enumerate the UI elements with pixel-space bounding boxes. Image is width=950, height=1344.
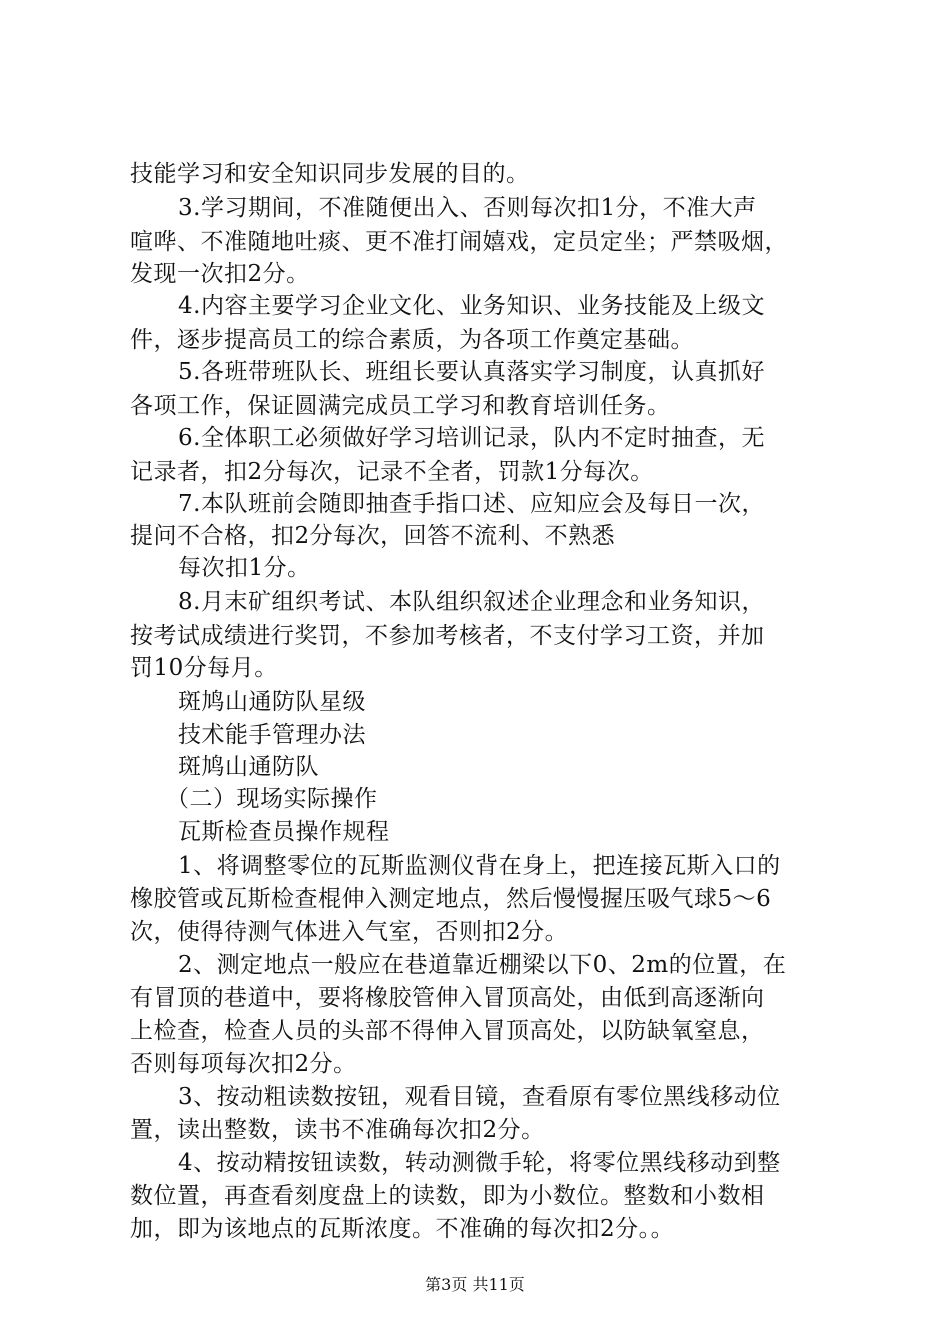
body-line: 各项工作，保证圆满完成员工学习和教育培训任务。 [130, 393, 671, 419]
body-line: 数位置，再查看刻度盘上的读数，即为小数位。整数和小数相 [130, 1183, 765, 1209]
body-line: 1、将调整零位的瓦斯监测仪背在身上，把连接瓦斯入口的 [178, 853, 781, 879]
body-line: 3、按动粗读数按钮，观看目镜，查看原有零位黑线移动位 [178, 1084, 781, 1110]
body-line: 2、测定地点一般应在巷道靠近棚梁以下0、2m的位置，在 [178, 952, 787, 978]
body-line: 4.内容主要学习企业文化、业务知识、业务技能及上级文 [178, 293, 765, 319]
body-line: 技术能手管理办法 [178, 722, 366, 748]
body-line: 7.本队班前会随即抽查手指口述、应知应会及每日一次， [178, 491, 765, 517]
body-line: 技能学习和安全知识同步发展的目的。 [130, 161, 530, 187]
body-line: 否则每项每次扣2分。 [130, 1051, 357, 1077]
body-line: 6.全体职工必须做好学习培训记录，队内不定时抽查，无 [178, 425, 765, 451]
body-line: 橡胶管或瓦斯检查棍伸入测定地点，然后慢慢握压吸气球5～6 [130, 886, 772, 912]
body-line: 4、按动精按钮读数，转动测微手轮，将零位黑线移动到整 [178, 1150, 781, 1176]
body-line: 有冒顶的巷道中，要将橡胶管伸入冒顶高处，由低到高逐渐向 [130, 985, 765, 1011]
body-line: 加，即为该地点的瓦斯浓度。不准确的每次扣2分。。 [130, 1216, 675, 1242]
body-line: 每次扣1分。 [178, 555, 311, 581]
section-subheading: 瓦斯检查员操作规程 [178, 819, 390, 845]
section-heading: （二）现场实际操作 [166, 786, 378, 812]
body-line: 喧哗、不准随地吐痰、更不准打闹嬉戏，定员定坐；严禁吸烟， [130, 229, 788, 255]
body-line: 件，逐步提高员工的综合素质，为各项工作奠定基础。 [130, 327, 694, 353]
body-line: 记录者，扣2分每次，记录不全者，罚款1分每次。 [130, 459, 654, 485]
body-line: 斑鸠山通防队 [178, 754, 319, 780]
body-line: 5.各班带班队长、班组长要认真落实学习制度，认真抓好 [178, 359, 765, 385]
body-line: 提问不合格，扣2分每次，回答不流利、不熟悉 [130, 523, 616, 549]
body-line: 8.月末矿组织考试、本队组织叙述企业理念和业务知识， [178, 589, 765, 615]
body-line: 罚10分每月。 [130, 655, 278, 681]
page-number-footer: 第3页 共11页 [425, 1275, 525, 1294]
body-line: 发现一次扣2分。 [130, 261, 310, 287]
body-line: 按考试成绩进行奖罚，不参加考核者，不支付学习工资，并加 [130, 623, 765, 649]
body-line: 3.学习期间，不准随便出入、否则每次扣1分，不准大声 [178, 195, 757, 221]
body-line: 斑鸠山通防队星级 [178, 689, 366, 715]
body-line: 次，使得待测气体进入气室，否则扣2分。 [130, 919, 569, 945]
body-line: 上检查，检查人员的头部不得伸入冒顶高处，以防缺氧窒息， [130, 1018, 765, 1044]
body-line: 置，读出整数，读书不准确每次扣2分。 [130, 1117, 545, 1143]
